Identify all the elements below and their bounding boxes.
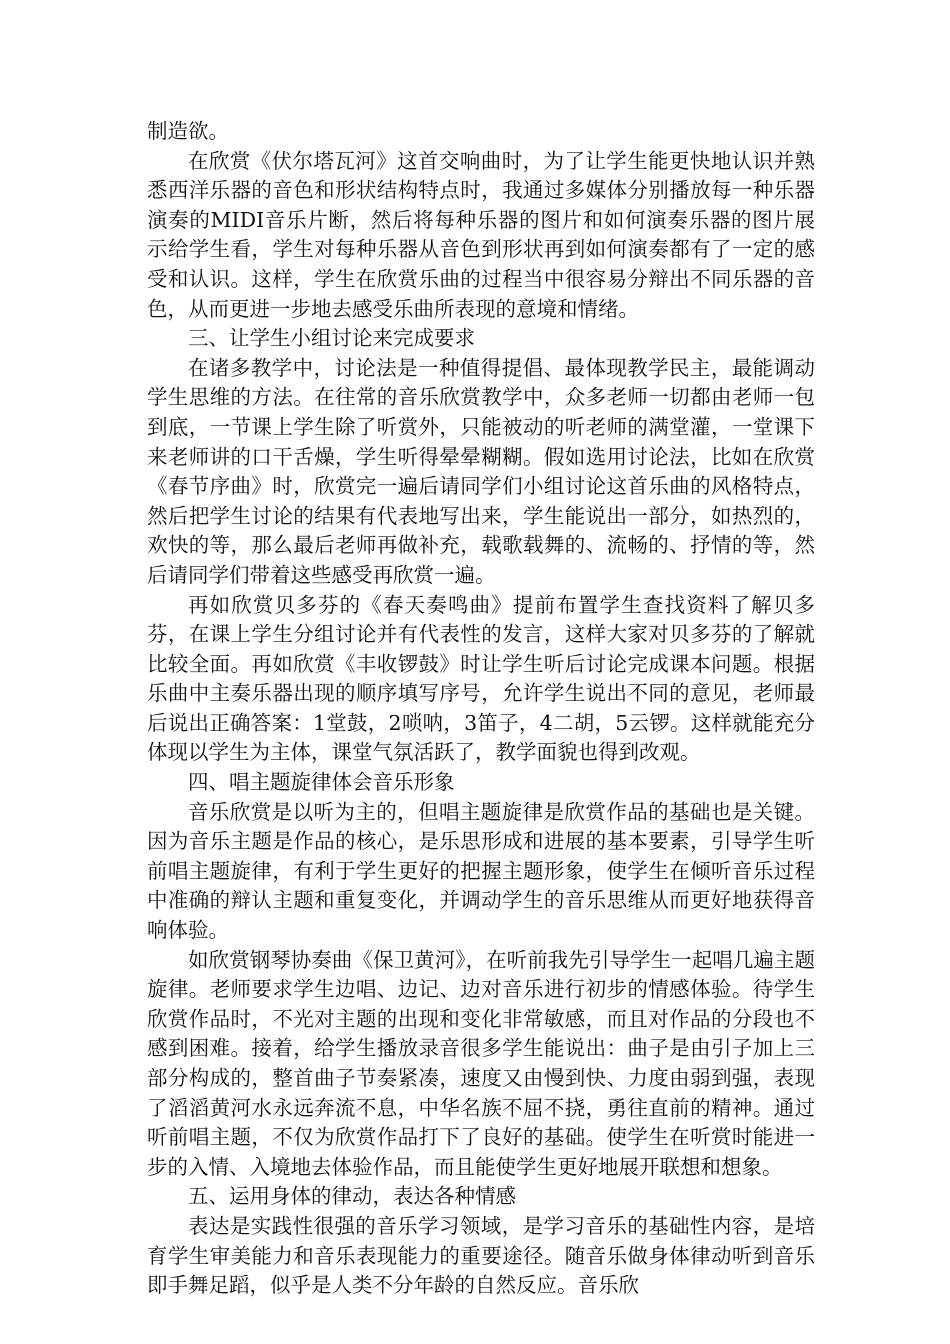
paragraph-vltava: 在欣赏《伏尔塔瓦河》这首交响曲时，为了让学生能更快地认识并熟悉西洋乐器的音色和形状结构特点时，我通过多媒体分别播放每一种乐器演奏的MIDI音乐片断，然后将每种乐器的图片和如何演奏乐器的图片展示给学生看，学生对每种乐器从音色到形状再到如何演奏都有了一定的感受和认识。这样，学生在欣赏乐曲的过程当中很容易分辩出不同乐器的音色，从而更进一步地去感受乐曲所表现的意境和情绪。	[147, 148, 815, 321]
paragraph-discussion-method: 在诸多教学中，讨论法是一种值得提倡、最体现教学民主，最能调动学生思维的方法。在往常的音乐欣赏教学中，众多老师一切都由老师一包到底，一节课上学生除了听赏外，只能被动的听老师的满堂灌，一堂课下来老师讲的口干舌燥，学生听得晕晕糊糊。假如选用讨论法，比如在欣赏《春节序曲》时，欣赏完一遍后请同学们小组讨论这首乐曲的风格特点，然后把学生讨论的结果有代表地写出来，学生能说出一部分，如热烈的，欢快的等，那么最后老师再做补充，载歌载舞的、流畅的、抒情的等，然后请同学们带着这些感受再欣赏一遍。	[147, 355, 815, 587]
paragraph-spring-sonata: 再如欣赏贝多芬的《春天奏鸣曲》提前布置学生查找资料了解贝多芬，在课上学生分组讨论并有代表性的发言，这样大家对贝多芬的了解就比较全面。再如欣赏《丰收锣鼓》时让学生听后讨论完成课本问题。根据乐曲中主奏乐器出现的顺序填写序号，允许学生说出不同的意见，老师最后说出正确答案：1堂鼓，2唢呐，3笛子，4二胡，5云锣。这样就能充分体现以学生为主体，课堂气氛活跃了，教学面貌也得到改观。	[147, 592, 815, 765]
document-page	[147, 117, 815, 1301]
paragraph-yellow-river: 如欣赏钢琴协奏曲《保卫黄河》，在听前我先引导学生一起唱几遍主题旋律。老师要求学生边唱、边记、边对音乐进行初步的情感体验。待学生欣赏作品时，不光对主题的出现和变化非常敏感，而且对作品的分段也不感到困难。接着，给学生播放录音很多学生能说出：曲子是由引子加上三部分构成的，整首曲子节奏紧凑，速度又由慢到快、力度由弱到强，表现了滔滔黄河水永远奔流不息，中华名族不屈不挠，勇往直前的精神。通过听前唱主题，不仅为欣赏作品打下了良好的基础。使学生在听赏时能进一步的入情、入境地去体验作品，而且能使学生更好地展开联想和想象。	[147, 947, 815, 1179]
section-heading-3: 三、让学生小组讨论来完成要求	[188, 326, 475, 351]
paragraph-theme-melody: 音乐欣赏是以听为主的，但唱主题旋律是欣赏作品的基础也是关键。因为音乐主题是作品的核心，是乐思形成和进展的基本要素，引导学生听前唱主题旋律，有利于学生更好的把握主题形象，使学生在倾听音乐过程中准确的辩认主题和重复变化，并调动学生的音乐思维从而更好地获得音响体验。	[147, 799, 815, 943]
section-heading-5: 五、运用身体的律动，表达各种情感	[188, 1184, 516, 1209]
section-heading-4: 四、唱主题旋律体会音乐形象	[188, 770, 455, 795]
paragraph-continuation: 制造欲。	[147, 119, 229, 143]
paragraph-body-rhythm: 表达是实践性很强的音乐学习领域，是学习音乐的基础性内容，是培育学生审美能力和音乐表现能力的重要途径。随音乐做身体律动听到音乐即手舞足蹈，似乎是人类不分年龄的自然反应。音乐欣	[147, 1213, 815, 1298]
